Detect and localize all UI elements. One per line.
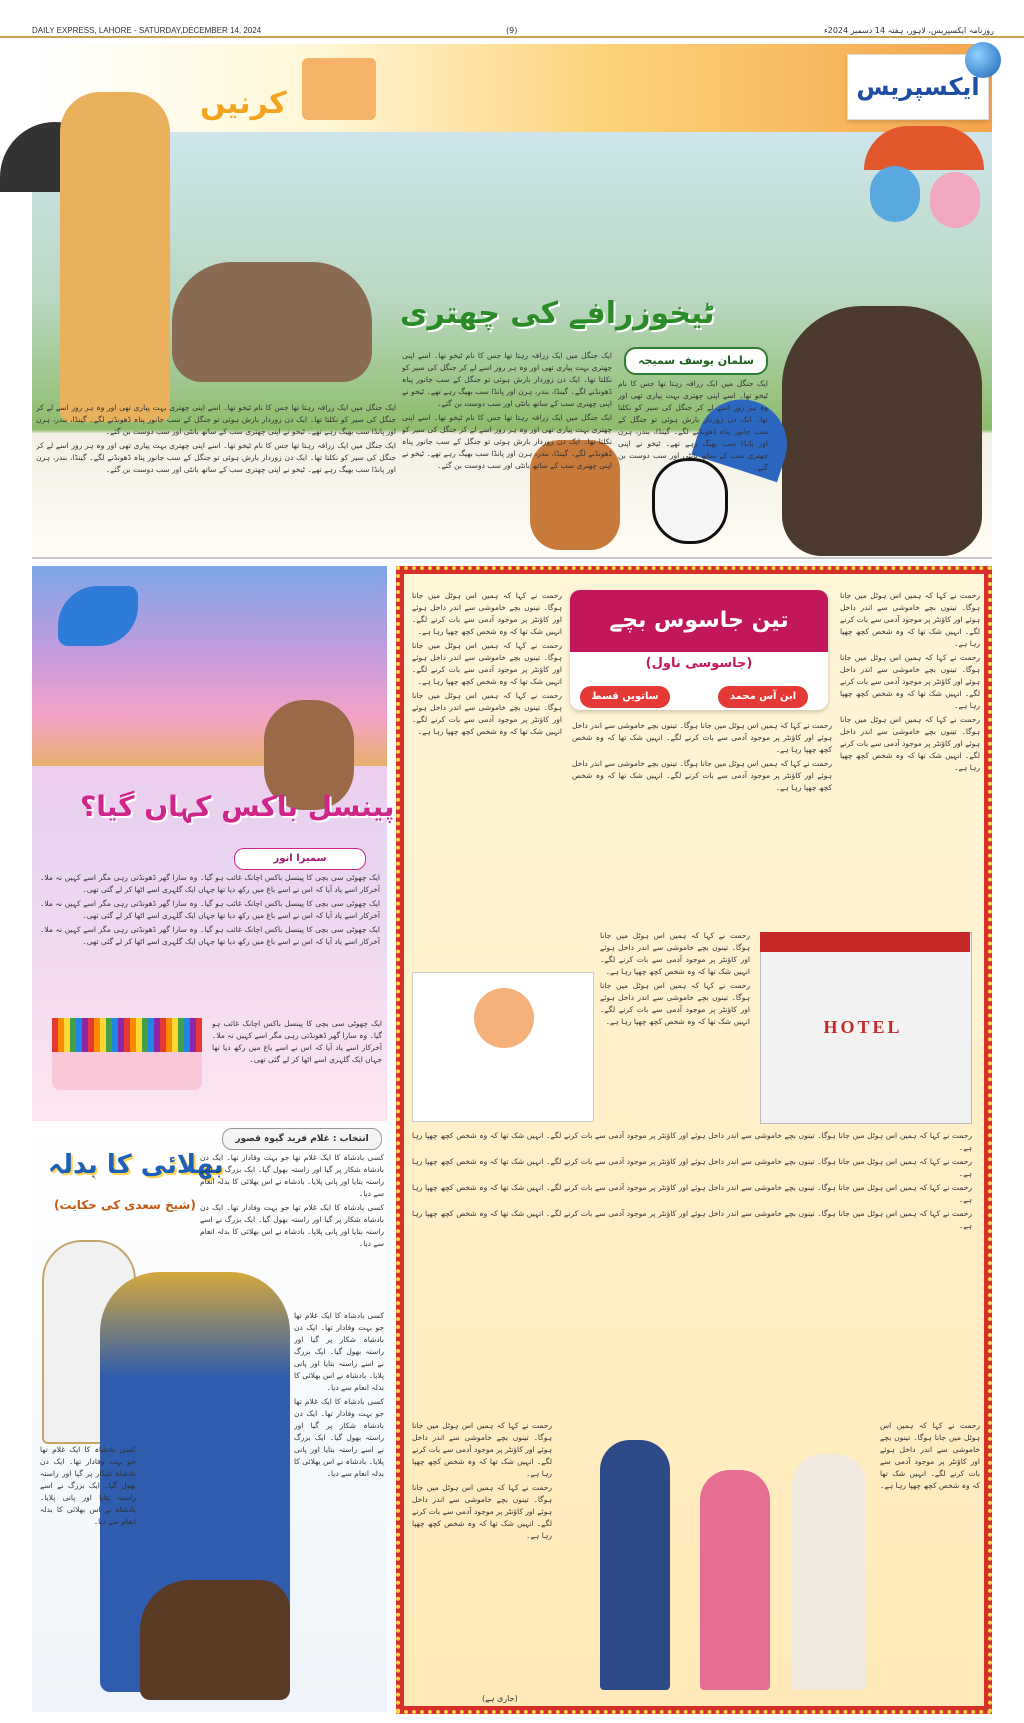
story4-paragraph: رحمت نے کہا کہ ہمیں اس ہوٹل میں جانا ہوگا۔ تینوں بچے خاموشی سے اندر داخل ہوئے اور کاؤنٹر پر موجود آدمی سے بات کرنے لگے۔ انہیں شک تھا کہ وہ شخص کچھ چھپا رہا ہے۔ [572,759,832,792]
story4-paragraph: رحمت نے کہا کہ ہمیں اس ہوٹل میں جانا ہوگا۔ تینوں بچے خاموشی سے اندر داخل ہوئے اور کاؤنٹر پر موجود آدمی سے بات کرنے لگے۔ انہیں شک تھا کہ وہ شخص کچھ چھپا رہا ہے۔ [840,653,980,710]
story4-paragraph: رحمت نے کہا کہ ہمیں اس ہوٹل میں جانا ہوگا۔ تینوں بچے خاموشی سے اندر داخل ہوئے اور کاؤنٹر پر موجود آدمی سے بات کرنے لگے۔ انہیں شک تھا کہ وہ شخص کچھ چھپا رہا ہے۔ [412,1157,972,1178]
pink-owl-illustration [930,172,980,228]
story1-paragraph: ایک جنگل میں ایک زرافہ رہتا تھا جس کا نام ٹیخو تھا۔ اسے اپنی چھتری بہت پیاری تھی اور وہ ہر روز اسے لے کر جنگل کی سیر کو نکلتا تھا۔ ایک دن زوردار بارش ہوئی تو جنگل کے سب جانور پناہ ڈھونڈنے لگے۔ گینڈا، بندر، ہرن اور پانڈا سب بھیگ رہے تھے۔ ٹیخو نے اپنی چھتری سب کے ساتھ بانٹی اور سب دوست بن گئے۔ [36,441,396,474]
story4-paragraph: رحمت نے کہا کہ ہمیں اس ہوٹل میں جانا ہوگا۔ تینوں بچے خاموشی سے اندر داخل ہوئے اور کاؤنٹر پر موجود آدمی سے بات کرنے لگے۔ انہیں شک تھا کہ وہ شخص کچھ چھپا رہا ہے۔ [412,1483,552,1540]
chimp-illustration [782,306,982,556]
story1-title: ٹیخوزرافے کی چھتری [400,296,715,331]
story1-text-right [618,378,768,498]
story4-bottom-right [880,1420,980,1690]
masthead [0,0,1024,38]
story3-paragraph: کسی بادشاہ کا ایک غلام تھا جو بہت وفادار تھا۔ ایک دن بادشاہ شکار پر گیا اور راستہ بھول گیا۔ ایک بزرگ نے اسے راستہ بتایا اور پانی پلایا۔ بادشاہ نے اس بھلائی کا بدلہ انعام سے دیا۔ [200,1203,384,1248]
page-number: (9) [506,26,518,35]
story4-paragraph: رحمت نے کہا کہ ہمیں اس ہوٹل میں جانا ہوگا۔ تینوں بچے خاموشی سے اندر داخل ہوئے اور کاؤنٹر پر موجود آدمی سے بات کرنے لگے۔ انہیں شک تھا کہ وہ شخص کچھ چھپا رہا ہے۔ [412,691,562,736]
story1-author: سلمان یوسف سمیجہ [624,347,768,375]
story1-paragraph: ایک جنگل میں ایک زرافہ رہتا تھا جس کا نام ٹیخو تھا۔ اسے اپنی چھتری بہت پیاری تھی اور وہ ہر روز اسے لے کر جنگل کی سیر کو نکلتا تھا۔ ایک دن زوردار بارش ہوئی تو جنگل کے سب جانور پناہ ڈھونڈنے لگے۔ گینڈا، بندر، ہرن اور پانڈا سب بھیگ رہے تھے۔ ٹیخو نے اپنی چھتری سب کے ساتھ بانٹی اور سب دوست بن گئے۔ [402,413,612,470]
rhino-illustration [172,262,372,382]
story4-bottom-left [412,1420,552,1690]
story4-paragraph: رحمت نے کہا کہ ہمیں اس ہوٹل میں جانا ہوگا۔ تینوں بچے خاموشی سے اندر داخل ہوئے اور کاؤنٹر پر موجود آدمی سے بات کرنے لگے۔ انہیں شک تھا کہ وہ شخص کچھ چھپا رہا ہے۔ [412,591,562,636]
horse-illustration [140,1580,290,1700]
story3-text-right [294,1310,384,1610]
blue-owl-illustration [870,166,920,222]
story4-lower [412,1130,972,1410]
story3-selector: انتخاب : غلام فرید گیوہ قصور [222,1128,382,1150]
story1-paragraph: ایک جنگل میں ایک زرافہ رہتا تھا جس کا نام ٹیخو تھا۔ اسے اپنی چھتری بہت پیاری تھی اور وہ ہر روز اسے لے کر جنگل کی سیر کو نکلتا تھا۔ ایک دن زوردار بارش ہوئی تو جنگل کے سب جانور پناہ ڈھونڈنے لگے۔ گینڈا، بندر، ہرن اور پانڈا سب بھیگ رہے تھے۔ ٹیخو نے اپنی چھتری سب کے ساتھ بانٹی اور سب دوست بن گئے۔ [618,379,768,472]
story1-text-middle [402,350,612,550]
hotel-roof [760,932,970,952]
story4-author: ابن آس محمد [718,686,808,708]
globe-icon [965,42,1001,78]
police-officer-illustration [600,1440,670,1690]
masthead-left: DAILY EXPRESS, LAHORE - SATURDAY,DECEMBER 14, 2024 [32,26,262,35]
story4-paragraph: رحمت نے کہا کہ ہمیں اس ہوٹل میں جانا ہوگا۔ تینوں بچے خاموشی سے اندر داخل ہوئے اور کاؤنٹر پر موجود آدمی سے بات کرنے لگے۔ انہیں شک تھا کہ وہ شخص کچھ چھپا رہا ہے۔ [840,591,980,648]
story1-paragraph: ایک جنگل میں ایک زرافہ رہتا تھا جس کا نام ٹیخو تھا۔ اسے اپنی چھتری بہت پیاری تھی اور وہ ہر روز اسے لے کر جنگل کی سیر کو نکلتا تھا۔ ایک دن زوردار بارش ہوئی تو جنگل کے سب جانور پناہ ڈھونڈنے لگے۔ گینڈا، بندر، ہرن اور پانڈا سب بھیگ رہے تھے۔ ٹیخو نے اپنی چھتری سب کے ساتھ بانٹی اور سب دوست بن گئے۔ [402,351,612,408]
story3-paragraph: کسی بادشاہ کا ایک غلام تھا جو بہت وفادار تھا۔ ایک دن بادشاہ شکار پر گیا اور راستہ بھول گیا۔ ایک بزرگ نے اسے راستہ بتایا اور پانی پلایا۔ بادشاہ نے اس بھلائی کا بدلہ انعام سے دیا۔ [200,1153,384,1198]
story4-title: تین جاسوس بچے [570,590,828,652]
story4-episode: ساتویں قسط [580,686,670,708]
story3-paragraph: کسی بادشاہ کا ایک غلام تھا جو بہت وفادار تھا۔ ایک دن بادشاہ شکار پر گیا اور راستہ بھول گیا۔ ایک بزرگ نے اسے راستہ بتایا اور پانی پلایا۔ بادشاہ نے اس بھلائی کا بدلہ انعام سے دیا۔ [294,1397,384,1478]
story2-paragraph: ایک چھوٹی سی بچی کا پینسل باکس اچانک غائب ہو گیا۔ وہ سارا گھر ڈھونڈتی رہی مگر اسے کہیں نہ ملا۔ آخرکار اسے یاد آیا کہ اس نے اسے باغ میں رکھ دیا تھا جہاں ایک گلہری اسے اٹھا کر لے گئی تھی۔ [40,899,380,920]
continued-note: (جاری ہے) [482,1694,518,1703]
story4-paragraph: رحمت نے کہا کہ ہمیں اس ہوٹل میں جانا ہوگا۔ تینوں بچے خاموشی سے اندر داخل ہوئے اور کاؤنٹر پر موجود آدمی سے بات کرنے لگے۔ انہیں شک تھا کہ وہ شخص کچھ چھپا رہا ہے۔ [412,1421,552,1478]
story3-paragraph: کسی بادشاہ کا ایک غلام تھا جو بہت وفادار تھا۔ ایک دن بادشاہ شکار پر گیا اور راستہ بھول گیا۔ ایک بزرگ نے اسے راستہ بتایا اور پانی پلایا۔ بادشاہ نے اس بھلائی کا بدلہ انعام سے دیا۔ [40,1445,136,1526]
story3-text-left [40,1444,136,1604]
story3-paragraph: کسی بادشاہ کا ایک غلام تھا جو بہت وفادار تھا۔ ایک دن بادشاہ شکار پر گیا اور راستہ بھول گیا۔ ایک بزرگ نے اسے راستہ بتایا اور پانی پلایا۔ بادشاہ نے اس بھلائی کا بدلہ انعام سے دیا۔ [294,1311,384,1392]
story4-paragraph: رحمت نے کہا کہ ہمیں اس ہوٹل میں جانا ہوگا۔ تینوں بچے خاموشی سے اندر داخل ہوئے اور کاؤنٹر پر موجود آدمی سے بات کرنے لگے۔ انہیں شک تھا کہ وہ شخص کچھ چھپا رہا ہے۔ [572,721,832,754]
giraffe-illustration [60,92,170,422]
story4-col4 [412,590,562,960]
story4-paragraph: رحمت نے کہا کہ ہمیں اس ہوٹل میں جانا ہوگا۔ تینوں بچے خاموشی سے اندر داخل ہوئے اور کاؤنٹر پر موجود آدمی سے بات کرنے لگے۔ انہیں شک تھا کہ وہ شخص کچھ چھپا رہا ہے۔ [600,931,750,976]
story4-subtitle: (جاسوسی ناول) [645,656,753,671]
story1-paragraph: ایک جنگل میں ایک زرافہ رہتا تھا جس کا نام ٹیخو تھا۔ اسے اپنی چھتری بہت پیاری تھی اور وہ ہر روز اسے لے کر جنگل کی سیر کو نکلتا تھا۔ ایک دن زوردار بارش ہوئی تو جنگل کے سب جانور پناہ ڈھونڈنے لگے۔ گینڈا، بندر، ہرن اور پانڈا سب بھیگ رہے تھے۔ ٹیخو نے اپنی چھتری سب کے ساتھ بانٹی اور سب دوست بن گئے۔ [36,403,396,436]
children-icon [302,58,376,120]
story4-paragraph: رحمت نے کہا کہ ہمیں اس ہوٹل میں جانا ہوگا۔ تینوں بچے خاموشی سے اندر داخل ہوئے اور کاؤنٹر پر موجود آدمی سے بات کرنے لگے۔ انہیں شک تھا کہ وہ شخص کچھ چھپا رہا ہے۔ [600,981,750,1026]
story4-col2 [572,720,832,920]
hotel-sign: HOTEL [823,1017,903,1037]
masthead-right: روزنامہ ایکسپریس، لاہور، ہفتہ 14 دسمبر 2024ء [823,26,994,35]
girl-illustration [700,1470,770,1690]
boy-illustration [792,1454,866,1690]
story4-paragraph: رحمت نے کہا کہ ہمیں اس ہوٹل میں جانا ہوگا۔ تینوں بچے خاموشی سے اندر داخل ہوئے اور کاؤنٹر پر موجود آدمی سے بات کرنے لگے۔ انہیں شک تھا کہ وہ شخص کچھ چھپا رہا ہے۔ [880,1421,980,1490]
story4-paragraph: رحمت نے کہا کہ ہمیں اس ہوٹل میں جانا ہوگا۔ تینوں بچے خاموشی سے اندر داخل ہوئے اور کاؤنٹر پر موجود آدمی سے بات کرنے لگے۔ انہیں شک تھا کہ وہ شخص کچھ چھپا رہا ہے۔ [412,1209,972,1230]
story3-title: بھلائی کا بدلہ [48,1150,224,1180]
story1-text-left [36,402,396,552]
story2-text [40,872,380,1012]
story2-paragraph: ایک چھوٹی سی بچی کا پینسل باکس اچانک غائب ہو گیا۔ وہ سارا گھر ڈھونڈتی رہی مگر اسے کہیں نہ ملا۔ آخرکار اسے یاد آیا کہ اس نے اسے باغ میں رکھ دیا تھا جہاں ایک گلہری اسے اٹھا کر لے گئی تھی۔ [40,873,380,894]
story4-paragraph: رحمت نے کہا کہ ہمیں اس ہوٹل میں جانا ہوگا۔ تینوں بچے خاموشی سے اندر داخل ہوئے اور کاؤنٹر پر موجود آدمی سے بات کرنے لگے۔ انہیں شک تھا کہ وہ شخص کچھ چھپا رہا ہے۔ [412,1183,972,1204]
story4-paragraph: رحمت نے کہا کہ ہمیں اس ہوٹل میں جانا ہوگا۔ تینوں بچے خاموشی سے اندر داخل ہوئے اور کاؤنٹر پر موجود آدمی سے بات کرنے لگے۔ انہیں شک تھا کہ وہ شخص کچھ چھپا رہا ہے۔ [840,715,980,772]
story2-text-2 [212,1018,382,1116]
story3-text-top [200,1152,384,1302]
story4-col1 [840,590,980,920]
story3-subtitle: (شیخ سعدی کی حکایت) [54,1198,196,1212]
story4-paragraph: رحمت نے کہا کہ ہمیں اس ہوٹل میں جانا ہوگا۔ تینوں بچے خاموشی سے اندر داخل ہوئے اور کاؤنٹر پر موجود آدمی سے بات کرنے لگے۔ انہیں شک تھا کہ وہ شخص کچھ چھپا رہا ہے۔ [412,1131,972,1152]
colored-pencils-icon [52,1018,202,1052]
story2-paragraph: ایک چھوٹی سی بچی کا پینسل باکس اچانک غائب ہو گیا۔ وہ سارا گھر ڈھونڈتی رہی مگر اسے کہیں نہ ملا۔ آخرکار اسے یاد آیا کہ اس نے اسے باغ میں رکھ دیا تھا جہاں ایک گلہری اسے اٹھا کر لے گئی تھی۔ [212,1019,382,1064]
story2-paragraph: ایک چھوٹی سی بچی کا پینسل باکس اچانک غائب ہو گیا۔ وہ سارا گھر ڈھونڈتی رہی مگر اسے کہیں نہ ملا۔ آخرکار اسے یاد آیا کہ اس نے اسے باغ میں رکھ دیا تھا جہاں ایک گلہری اسے اٹھا کر لے گئی تھی۔ [40,925,380,946]
express-logo: ایکسپریس [847,54,989,120]
section-title: کرنیں [200,86,287,121]
story2-author: سمیرا انور [234,848,366,870]
story2-title: پینسل باکس کہاں گیا؟ [80,790,395,823]
divider [32,557,992,559]
story4-paragraph: رحمت نے کہا کہ ہمیں اس ہوٹل میں جانا ہوگا۔ تینوں بچے خاموشی سے اندر داخل ہوئے اور کاؤنٹر پر موجود آدمی سے بات کرنے لگے۔ انہیں شک تھا کہ وہ شخص کچھ چھپا رہا ہے۔ [412,641,562,686]
girl-head-icon [474,988,534,1048]
